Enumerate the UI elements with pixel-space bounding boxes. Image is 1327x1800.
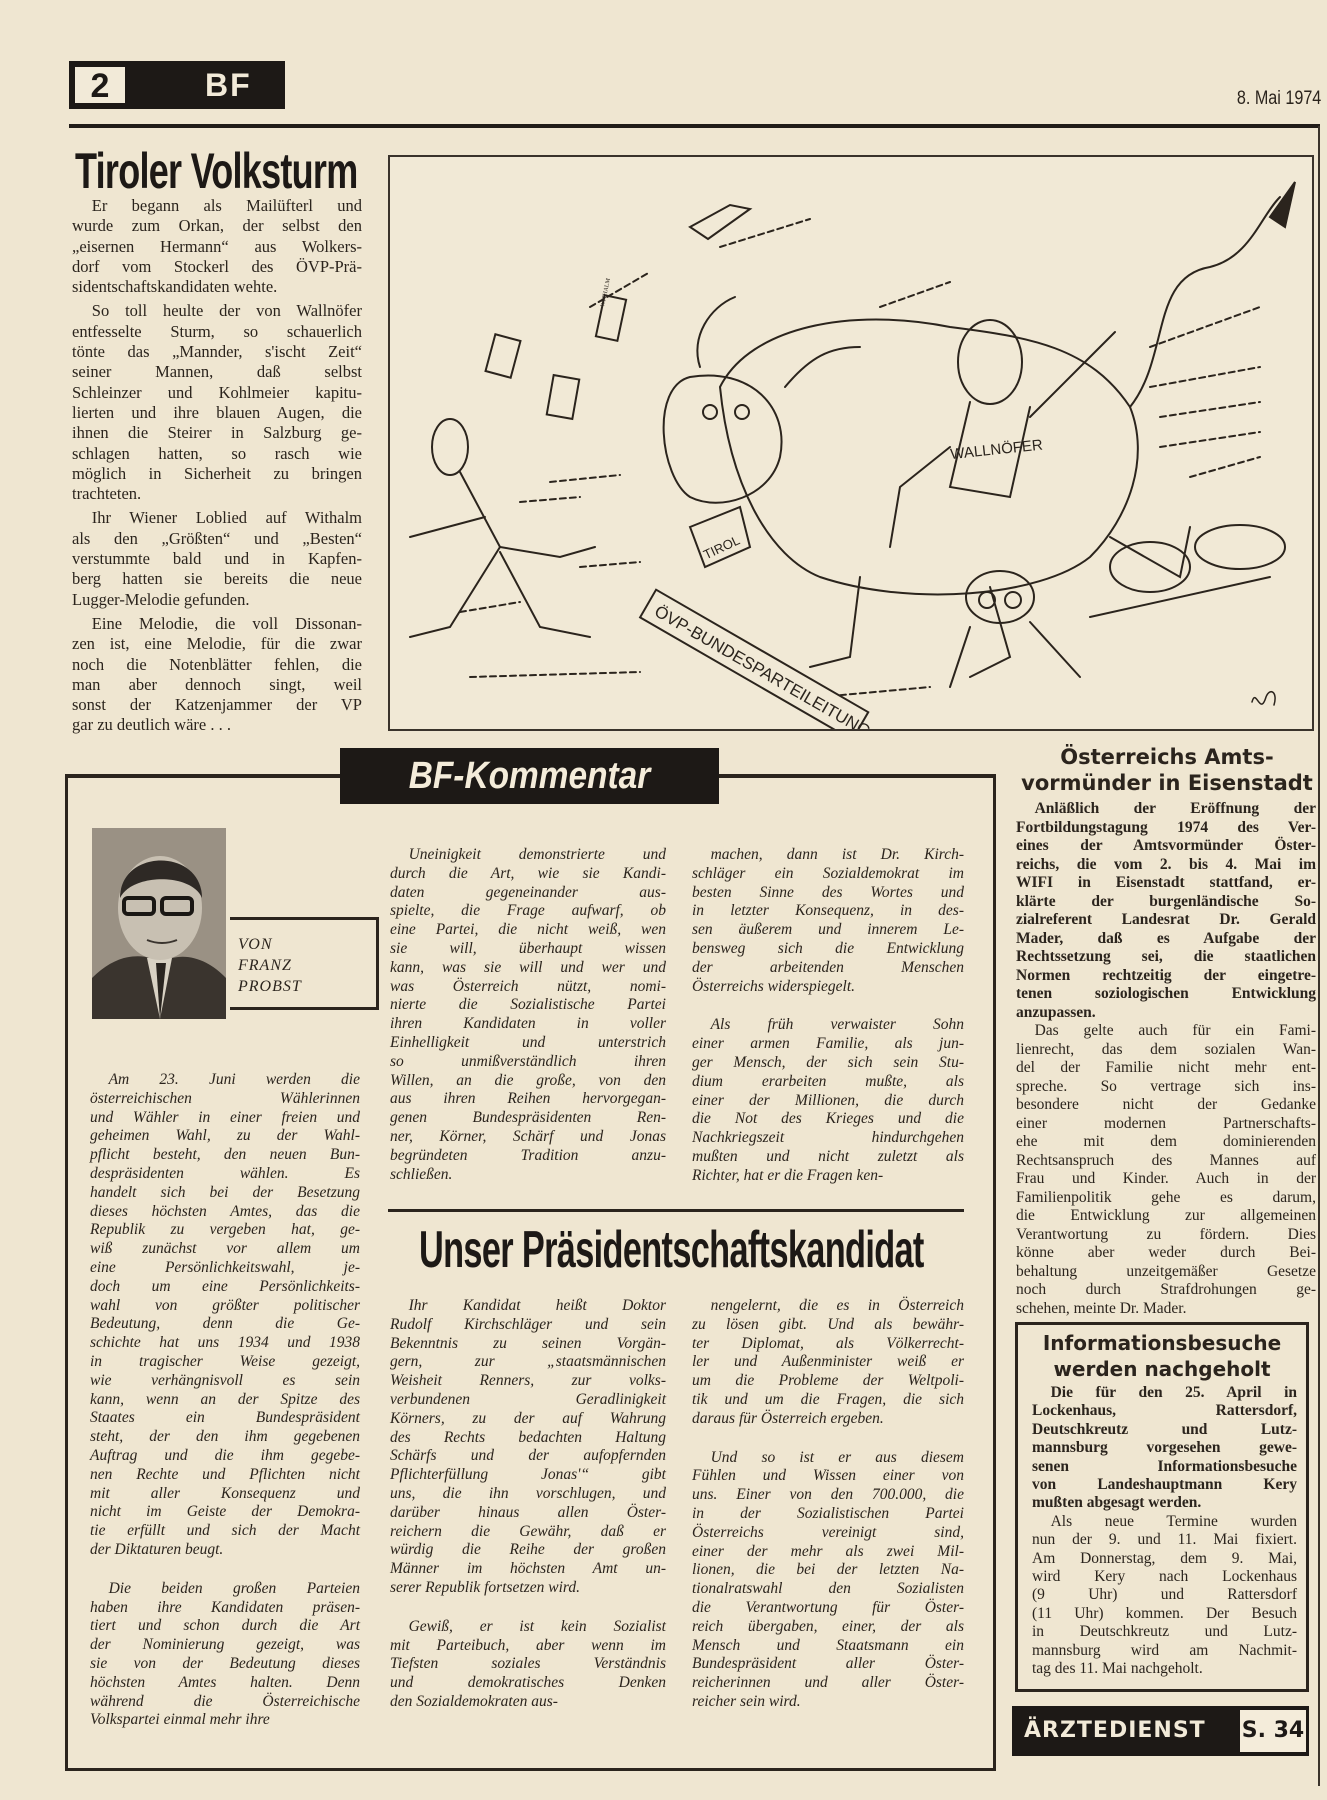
text-line: tiert und schon durch die Art bbox=[90, 1617, 360, 1635]
aerztedienst-page-ref: S. 34 bbox=[1240, 1710, 1306, 1752]
author-byline bbox=[238, 934, 302, 997]
text-line: sen äußerem und innerem Le- bbox=[692, 921, 964, 939]
paragraph bbox=[72, 301, 362, 504]
text-line: in letzter Konsequenz, in des- bbox=[692, 902, 964, 920]
text-line: bensweg sich die Entwicklung bbox=[692, 939, 964, 957]
text-line: tik und um die Fragen, die sich bbox=[692, 1390, 964, 1408]
text-line: nicht im Geiste der Demokra- bbox=[90, 1503, 360, 1521]
text-line: uns. Einer von den 700.000, die bbox=[692, 1486, 964, 1504]
text-line: Die beiden großen Parteien bbox=[108, 1579, 360, 1597]
text-line: schläger ein Sozialdemokrat im bbox=[692, 864, 964, 882]
column-rule bbox=[1318, 126, 1320, 1786]
text-line: der Nominierung gezeigt, was bbox=[90, 1636, 360, 1654]
flying-leaflets bbox=[486, 205, 750, 419]
text-line: Und so ist er aus diesem bbox=[710, 1448, 964, 1466]
paragraph bbox=[90, 1580, 360, 1730]
paragraph bbox=[1032, 1384, 1297, 1513]
text-line: Als früh verwaister Sohn bbox=[710, 1016, 964, 1034]
text-line: was Österreich nützt, nomi- bbox=[390, 977, 666, 995]
text-line: Bedeutung, denn die Ge- bbox=[90, 1315, 360, 1333]
text-line: serer Republik fortsetzen wird. bbox=[390, 1578, 580, 1596]
text-line: sonst der Katzenjammer der VP bbox=[72, 695, 362, 715]
text-line: man aber dennoch singt, weil bbox=[72, 674, 362, 694]
text-line: „eisernen Hermann“ aus Wolkers- bbox=[72, 236, 362, 256]
paragraph bbox=[692, 1297, 964, 1429]
text-line: behaltung unzeitgemäßer Gesetze bbox=[1016, 1262, 1316, 1280]
byline-line: FRANZ bbox=[238, 957, 292, 974]
text-line: del der Familie nicht mehr ent- bbox=[1016, 1059, 1316, 1076]
text-line: WIFI in Eisenstadt stattfand, er- bbox=[1016, 874, 1316, 891]
text-line: tenen soziologischen Entwicklung bbox=[1016, 985, 1316, 1002]
text-line: ihren Kandidaten in voller bbox=[390, 1015, 666, 1033]
text-line: die Not des Krieges und die bbox=[692, 1110, 964, 1128]
paragraph bbox=[1016, 800, 1316, 1022]
text-line: Bundespräsident aller Öster- bbox=[692, 1655, 964, 1673]
text-line: noch durch Strafdrohungen ge- bbox=[1016, 1281, 1316, 1298]
page-number: 2 bbox=[73, 65, 127, 105]
text-line: tie erfüllt und sich der Macht bbox=[90, 1522, 360, 1540]
text-line: des Rechts bedachten Haltung bbox=[390, 1428, 666, 1446]
text-line: Fühlen und Wissen einer von bbox=[692, 1467, 964, 1485]
text-line: Normen rechtzeitig der eingetre- bbox=[1016, 966, 1316, 984]
text-line: von Landeshauptmann Kery bbox=[1032, 1476, 1297, 1494]
info-article-body bbox=[1032, 1384, 1297, 1679]
text-line: spreche. So vertrage sich ins- bbox=[1016, 1077, 1316, 1095]
text-line: als den „Größten“ und „Besten“ bbox=[72, 528, 362, 548]
info-headline bbox=[1018, 1330, 1306, 1382]
bell-label: TIROL bbox=[701, 532, 743, 563]
text-line: Mader, daß es Aufgabe der bbox=[1016, 929, 1316, 947]
text-line: österreichischen Wählerinnen bbox=[90, 1089, 360, 1107]
amts-headline bbox=[1016, 744, 1318, 796]
text-line: darüber hinaus allen Öster- bbox=[390, 1503, 666, 1521]
text-line: Tiefsten soziales Verständnis bbox=[390, 1655, 666, 1673]
text-line: den Sozialdemokraten aus- bbox=[390, 1692, 558, 1710]
text-line: mußten abgesagt werden. bbox=[1032, 1494, 1202, 1512]
text-line: (9 Uhr) und Rattersdorf bbox=[1032, 1586, 1297, 1604]
text-line: schlagen hatten, so rasch wie bbox=[72, 443, 362, 463]
text-line: in der Sozialistischen Partei bbox=[692, 1504, 964, 1522]
paragraph bbox=[1016, 1022, 1316, 1318]
text-line: lionen, die bei der letzten Na- bbox=[692, 1561, 964, 1579]
text-line: Er begann als Mailüfterl und bbox=[91, 196, 362, 215]
text-line: besondere nicht der Gedanke bbox=[1016, 1096, 1316, 1113]
text-line: doch um eine Persönlichkeits- bbox=[90, 1277, 360, 1295]
text-line: Deutschkreutz und Lutz- bbox=[1032, 1420, 1297, 1438]
text-line: ter Diplomat, als Völkerrecht- bbox=[692, 1334, 964, 1352]
commentary-column-2 bbox=[390, 846, 666, 1204]
text-line: besten Sinne des Wortes und bbox=[692, 883, 964, 901]
text-line: um die Probleme der Weltpoli- bbox=[692, 1372, 964, 1390]
text-line: dium erarbeiten mußte, als bbox=[692, 1072, 964, 1090]
text-line: Körners, zu der auf Wahrung bbox=[390, 1409, 666, 1427]
paragraph bbox=[1032, 1513, 1297, 1679]
text-line: die Verantwortung für Öster- bbox=[692, 1598, 964, 1616]
text-line: senen Informationsbesuche bbox=[1032, 1457, 1297, 1475]
candidate-column-2 bbox=[692, 1297, 964, 1732]
text-line: Willen, an die große, von den bbox=[390, 1071, 666, 1089]
text-line: steht, der den ihm gegebenen bbox=[90, 1428, 360, 1446]
text-line: Ihr Kandidat heißt Doktor bbox=[408, 1297, 666, 1314]
text-line: ler und Außenminister weiß er bbox=[692, 1353, 964, 1371]
text-line: und demokratisches Denken bbox=[390, 1674, 666, 1692]
text-line: reicher sein wird. bbox=[692, 1692, 801, 1710]
text-line: Die für den 25. April in bbox=[1050, 1384, 1297, 1401]
text-line: Staates ein Bundespräsident bbox=[90, 1409, 360, 1427]
text-line: in tragischer Weise gezeigt, bbox=[90, 1352, 360, 1370]
text-line: dieses höchsten Amtes, das die bbox=[90, 1202, 360, 1220]
text-line: tönte das „Mannder, s'ischt Zeit“ bbox=[72, 342, 362, 362]
text-line: trachteten. bbox=[72, 484, 142, 504]
text-line: Richter, hat er die Fragen ken- bbox=[692, 1166, 884, 1184]
text-line: eine Partei, die nicht weiß, wen bbox=[390, 921, 666, 939]
commentary-column-3 bbox=[692, 846, 964, 1206]
text-line: machen, dann ist Dr. Kirch- bbox=[710, 846, 964, 863]
text-line: einer der mehr als zwei Mil- bbox=[692, 1542, 964, 1560]
aerztedienst-label: ÄRZTEDIENST bbox=[1024, 1718, 1206, 1743]
frame-top-rule bbox=[65, 774, 340, 778]
text-line: verstummte bald und in Kapfen- bbox=[72, 549, 362, 569]
text-line: zu lösen gibt. Und als bewähr- bbox=[692, 1315, 964, 1333]
text-line: Familienpolitik gehe es darum, bbox=[1016, 1188, 1316, 1206]
headline-line: Österreichs Amts- bbox=[1060, 745, 1274, 769]
text-line: Lockenhaus, Rattersdorf, bbox=[1032, 1402, 1297, 1420]
text-line: durch die Art, wie sie Kandi- bbox=[390, 864, 666, 882]
text-line: reich übergaben, einer, der als bbox=[692, 1617, 964, 1635]
paragraph bbox=[390, 846, 666, 1184]
text-line: Ihr Wiener Loblied auf Withalm bbox=[91, 508, 362, 528]
sign-label: ÖVP-BUNDESPARTEILEITUNG bbox=[651, 601, 874, 729]
text-line: daten gegeneinander aus- bbox=[390, 883, 666, 901]
text-line: sie von der Bedeutung dieses bbox=[90, 1654, 360, 1672]
text-line: Rudolf Kirchschläger und sein bbox=[390, 1315, 666, 1333]
text-line: Frau und Kinder. Auch in der bbox=[1016, 1170, 1316, 1187]
text-line: ehe mit dem dominierenden bbox=[1016, 1133, 1316, 1150]
author-photo bbox=[92, 828, 226, 1019]
issue-date: 8. Mai 1974 bbox=[1236, 88, 1321, 109]
text-line: Schleinzer und Kohlmeier kapitu- bbox=[72, 382, 362, 402]
text-line: zen ist, eine Melodie, für die zwar bbox=[72, 634, 362, 654]
text-line: Als neue Termine wurden bbox=[1050, 1512, 1297, 1530]
paragraph bbox=[390, 1297, 666, 1598]
text-line: Lugger-Melodie gefunden. bbox=[72, 589, 250, 609]
text-line: in Deutschkreutz und Lutz- bbox=[1032, 1623, 1297, 1641]
text-line: Auftrag und die ihm gegebe- bbox=[90, 1446, 360, 1464]
leaflet-label: WITHALM bbox=[600, 277, 612, 308]
text-line: ihnen die Steirer in Salzburg ge- bbox=[72, 423, 362, 443]
text-line: lierten und ihre blauen Augen, die bbox=[72, 402, 362, 422]
speed-lines bbox=[460, 219, 1260, 697]
text-line: wurde zum Orkan, der selbst den bbox=[72, 216, 362, 236]
text-line: genen Bundespräsidenten Ren- bbox=[390, 1109, 666, 1127]
text-line: schichte hat uns 1934 und 1938 bbox=[90, 1334, 360, 1352]
section-rule bbox=[388, 1209, 964, 1212]
text-line: Fortbildungstagung 1974 des Ver- bbox=[1016, 818, 1316, 836]
header-rule bbox=[69, 124, 1320, 128]
text-line: schließen. bbox=[390, 1165, 453, 1183]
text-line: Am 23. Juni werden die bbox=[108, 1071, 360, 1088]
text-line: Rechtssetzung sei, die staatlichen bbox=[1016, 948, 1316, 965]
commentary-title: BF-Kommentar bbox=[408, 755, 651, 797]
text-line: reichs, die vom 2. bis 4. Mai im bbox=[1016, 855, 1316, 873]
text-line: mußten und nicht zuletzt als bbox=[692, 1147, 964, 1165]
text-line: wird Kery nach Lockenhaus bbox=[1032, 1568, 1297, 1586]
text-line: daraus für Österreich ergeben. bbox=[692, 1409, 884, 1427]
text-line: geheimen Wahl, zu der Wahl- bbox=[90, 1127, 360, 1145]
text-line: haben ihre Kandidaten präsen- bbox=[90, 1598, 360, 1616]
text-line: und Wähler in einer freien und bbox=[90, 1108, 360, 1126]
text-line: Österreichs widerspiegelt. bbox=[692, 977, 856, 995]
artist-signature bbox=[1252, 692, 1275, 705]
political-cartoon bbox=[388, 155, 1314, 731]
text-line: ner, Körner, Schärf und Jonas bbox=[390, 1127, 666, 1145]
text-line: Männer im höchsten Amt un- bbox=[390, 1560, 666, 1578]
candidate-column-1 bbox=[390, 1297, 666, 1732]
text-line: Am Donnerstag, dem 9. Mai, bbox=[1032, 1549, 1297, 1567]
text-line: sie will, überhaupt wissen bbox=[390, 939, 666, 957]
text-line: während die Österreichische bbox=[90, 1692, 360, 1710]
text-line: der arbeitenden Menschen bbox=[692, 958, 964, 976]
text-line: spielte, die Frage aufwarf, ob bbox=[390, 902, 666, 920]
text-line: kann, wenn an der Spitze des bbox=[90, 1390, 360, 1408]
text-line: Nachkriegszeit hindurchgehen bbox=[692, 1129, 964, 1147]
text-line: Anläßlich der Eröffnung der bbox=[1034, 800, 1316, 817]
text-line: begründeten Tradition anzu- bbox=[390, 1146, 666, 1164]
text-line: mit Parteibuch, aber wenn im bbox=[390, 1636, 666, 1654]
text-line: reichern die Gewähr, daß er bbox=[390, 1522, 666, 1540]
text-line: höchsten Amtes halten. Denn bbox=[90, 1673, 360, 1691]
text-line: die Entwicklung zur allgemeinen bbox=[1016, 1207, 1316, 1224]
headline-line: Informationsbesuche bbox=[1042, 1331, 1282, 1355]
paragraph bbox=[390, 1618, 666, 1712]
text-line: nierte die Sozialistische Partei bbox=[390, 996, 666, 1014]
text-line: entfesselte Sturm, so schauerlich bbox=[72, 321, 362, 341]
text-line: mit aller Konsequenz und bbox=[90, 1484, 360, 1502]
text-line: Rechtsanspruch des Mannes auf bbox=[1016, 1151, 1316, 1169]
text-line: dorf vom Stockerl des ÖVP-Prä- bbox=[72, 256, 362, 276]
text-line: tionalratswahl den Sozialisten bbox=[692, 1580, 964, 1598]
text-line: Österreichs vereinigt sind, bbox=[692, 1523, 964, 1541]
paragraph bbox=[72, 196, 362, 297]
article-headline: Tiroler Volksturm bbox=[75, 143, 358, 199]
text-line: Einhelligkeit und unterstrich bbox=[390, 1033, 666, 1051]
text-line: mannsburg vorgesehen gewe- bbox=[1032, 1439, 1297, 1457]
text-line: schehen, meinte Dr. Mader. bbox=[1016, 1299, 1187, 1317]
paragraph bbox=[90, 1071, 360, 1560]
text-line: handelt sich bei der Besetzung bbox=[90, 1183, 360, 1201]
text-line: wie verhängnisvoll es sein bbox=[90, 1371, 360, 1389]
text-line: einer armen Familie, als jun- bbox=[692, 1035, 964, 1053]
text-line: möglich in Sicherheit zu bringen bbox=[72, 463, 362, 483]
text-line: Schärfs und der aufopfernden bbox=[390, 1447, 666, 1465]
text-line: gar zu deutlich wäre . . . bbox=[72, 715, 231, 735]
text-line: Republik zu vergeben hat, ge- bbox=[90, 1221, 360, 1239]
text-line: Mensch und Staatsmann ein bbox=[692, 1636, 964, 1654]
text-line: eine Persönlichkeitswahl, je- bbox=[90, 1258, 360, 1276]
text-line: eines der Amtsvormünder Öster- bbox=[1016, 837, 1316, 854]
text-line: wiß zunächst vor allem um bbox=[90, 1240, 360, 1258]
text-line: reicherinnen und aller Öster- bbox=[692, 1674, 964, 1692]
headline-line: vormünder in Eisenstadt bbox=[1021, 771, 1313, 795]
text-line: seiner Mannen, daß selbst bbox=[72, 362, 362, 382]
text-line: berg hatten sie bereits die neue bbox=[72, 569, 362, 589]
byline-line: PROBST bbox=[238, 978, 302, 995]
text-line: nun der 9. und 11. Mai fixiert. bbox=[1032, 1531, 1297, 1549]
text-line: Pflichterfüllung Jonas'“ gibt bbox=[390, 1466, 666, 1484]
text-line: Uneinigkeit demonstrierte und bbox=[408, 846, 666, 863]
text-line: Verantwortung zu fördern. Dies bbox=[1016, 1225, 1316, 1243]
text-line: pflicht besteht, den neuen Bun- bbox=[90, 1146, 360, 1164]
rider-label: WALLNÖFER bbox=[949, 436, 1044, 464]
text-line: Eine Melodie, die voll Dissonan- bbox=[91, 613, 362, 633]
text-line: despräsidenten wählen. Es bbox=[90, 1164, 360, 1182]
rider-figure bbox=[890, 320, 1115, 547]
text-line: ger Mensch, der sich sein Stu- bbox=[692, 1053, 964, 1071]
text-line: Weisheit Renners, zur volks- bbox=[390, 1372, 666, 1390]
paragraph bbox=[72, 614, 362, 736]
tirol-bell bbox=[690, 507, 750, 567]
byline-line: VON bbox=[238, 936, 273, 953]
text-line: kann, was sie will und wer und bbox=[390, 958, 666, 976]
paragraph bbox=[72, 508, 362, 609]
paragraph bbox=[692, 1016, 964, 1185]
commentary-column-1 bbox=[90, 1071, 360, 1750]
text-line: gern, zur „staatsmännischen bbox=[390, 1353, 666, 1371]
text-line: der Diktaturen beugt. bbox=[90, 1540, 224, 1558]
text-line: tag des 11. Mai nachgeholt. bbox=[1032, 1660, 1203, 1678]
text-line: würdig die Reihe der großen bbox=[390, 1541, 666, 1559]
text-line: Volkspartei einmal mehr ihre bbox=[90, 1711, 270, 1729]
candidate-headline: Unser Präsidentschaftskandidat bbox=[419, 1221, 924, 1279]
text-line: zialreferent Landesrat Dr. Gerald bbox=[1016, 911, 1316, 928]
text-line: (11 Uhr) kommen. Der Besuch bbox=[1032, 1604, 1297, 1622]
text-line: Bekenntnis zu seinen Vorgän- bbox=[390, 1334, 666, 1352]
text-line: nengelernt, die es in Österreich bbox=[710, 1297, 964, 1314]
text-line: uns, die ihn vorschlugen, und bbox=[390, 1484, 666, 1502]
text-line: lienrecht, das dem sozialen Wan- bbox=[1016, 1040, 1316, 1058]
text-line: So toll heulte der von Wallnöfer bbox=[91, 301, 362, 321]
section-name: BF bbox=[205, 67, 252, 103]
text-line: Gewiß, er ist kein Sozialist bbox=[408, 1617, 666, 1635]
article-body bbox=[72, 196, 362, 740]
text-line: einer modernen Partnerschafts- bbox=[1016, 1114, 1316, 1132]
text-line: aus ihren Reihen hervorgegan- bbox=[390, 1090, 666, 1108]
amts-article-body bbox=[1016, 800, 1316, 1318]
frame-top-rule bbox=[719, 774, 996, 778]
text-line: verbundenen Geradlinigkeit bbox=[390, 1390, 666, 1408]
text-line: anzupassen. bbox=[1016, 1003, 1096, 1021]
text-line: nen Rechte und Pflichten nicht bbox=[90, 1465, 360, 1483]
paragraph bbox=[692, 1449, 964, 1712]
text-line: Das gelte auch für ein Fami- bbox=[1034, 1022, 1316, 1039]
text-line: so unmißverständlich ihren bbox=[390, 1052, 666, 1070]
text-line: klärte der burgenländische So- bbox=[1016, 892, 1316, 910]
text-line: könne aber weder durch Bei- bbox=[1016, 1244, 1316, 1261]
text-line: wahl von größter politischer bbox=[90, 1296, 360, 1314]
headline-line: werden nachgeholt bbox=[1053, 1357, 1271, 1381]
text-line: noch die Notenblätter fehlen, die bbox=[72, 654, 362, 674]
paragraph bbox=[692, 846, 964, 996]
text-line: mannsburg wird am Nachmit- bbox=[1032, 1641, 1297, 1659]
text-line: einer der Millionen, die durch bbox=[692, 1091, 964, 1109]
text-line: sidentschaftskandidaten wehte. bbox=[72, 277, 278, 297]
